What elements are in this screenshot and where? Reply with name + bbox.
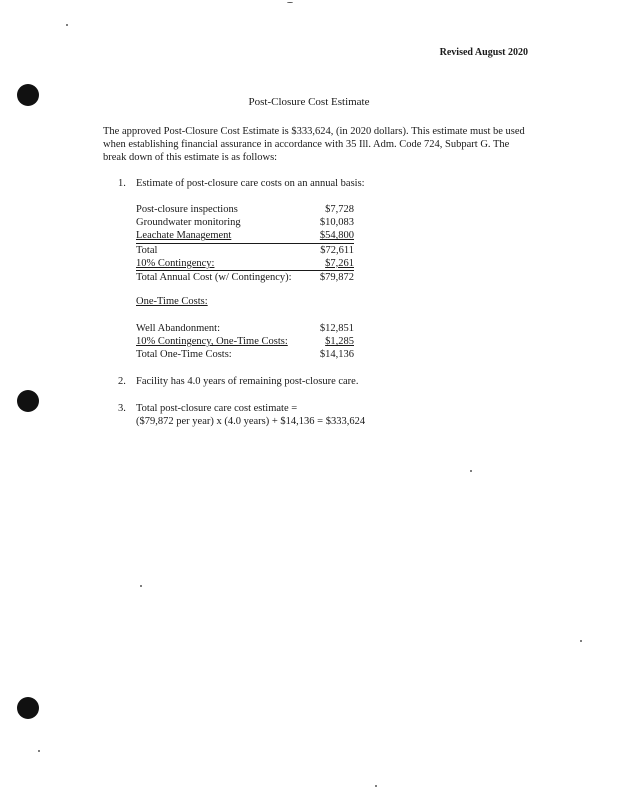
cost-label: 10% Contingency: [136, 257, 215, 269]
list-item-1 [118, 177, 365, 190]
one-time-heading: One-Time Costs: [136, 296, 208, 307]
scan-speck [580, 640, 582, 642]
list-number: 1. [118, 178, 126, 189]
list-number: 2. [118, 376, 126, 387]
list-line [118, 402, 365, 415]
cost-row [136, 229, 354, 243]
cost-value: $1,285 [325, 336, 354, 348]
intro-paragraph [103, 125, 533, 164]
one-time-cost-table [136, 322, 354, 362]
list-number: 3. [118, 403, 126, 414]
cost-label: 10% Contingency, One-Time Costs: [136, 336, 288, 348]
cost-label: Leachate Management [136, 230, 232, 242]
cost-row [136, 257, 354, 271]
cost-value: $72,611 [320, 244, 354, 256]
scan-speck [38, 750, 40, 752]
cost-value: $10,083 [319, 217, 354, 229]
punch-hole-middle [17, 390, 39, 412]
list-text: Estimate of post-closure care costs on an annual basis: [136, 178, 365, 189]
cost-value: $14,136 [319, 349, 354, 361]
scan-speck [375, 785, 377, 787]
cost-label: Post-closure inspections [136, 204, 238, 215]
page-title: Post-Closure Cost Estimate [248, 96, 370, 108]
cost-label: Total [136, 244, 158, 256]
cost-label: Total Annual Cost (w/ Contingency): [136, 272, 292, 284]
cost-row [136, 335, 354, 348]
cost-value: $79,872 [319, 272, 354, 284]
cost-label: Groundwater monitoring [136, 217, 241, 229]
cost-row [136, 244, 354, 257]
scan-speck [140, 585, 142, 587]
cost-value: $7,728 [325, 204, 354, 215]
cost-value: $12,851 [319, 323, 354, 334]
revision-date: Revised August 2020 [439, 47, 528, 58]
cost-label: Well Abandonment: [136, 323, 221, 334]
cost-row [136, 271, 354, 284]
list-text: Facility has 4.0 years of remaining post-closure care. [136, 376, 359, 387]
scan-speck [66, 24, 68, 26]
list-formula: ($79,872 per year) x (4.0 years) + $14,136 = $333,624 [136, 416, 366, 427]
scan-speck [470, 470, 472, 472]
annual-cost-table [136, 203, 354, 284]
cost-value: $7,261 [325, 257, 354, 269]
list-text: Total post-closure care cost estimate = [136, 403, 298, 414]
punch-hole-bottom [17, 697, 39, 719]
cost-row [136, 348, 354, 361]
list-item-3 [118, 402, 365, 428]
cost-row [136, 216, 354, 229]
cost-row [136, 203, 354, 216]
cost-value: $54,800 [319, 230, 354, 242]
cost-row [136, 322, 354, 335]
scan-speck [287, 2, 293, 3]
cost-label: Total One-Time Costs: [136, 349, 232, 361]
list-item-2 [118, 375, 358, 388]
intro-text: The approved Post-Closure Cost Estimate is $333,624, (in 2020 dollars). This estimate must be used when establishing financial assurance in accordance with 35 Ill. Adm. Code 724, Subpart G. The break down of this estimate is as follows: [103, 126, 525, 163]
